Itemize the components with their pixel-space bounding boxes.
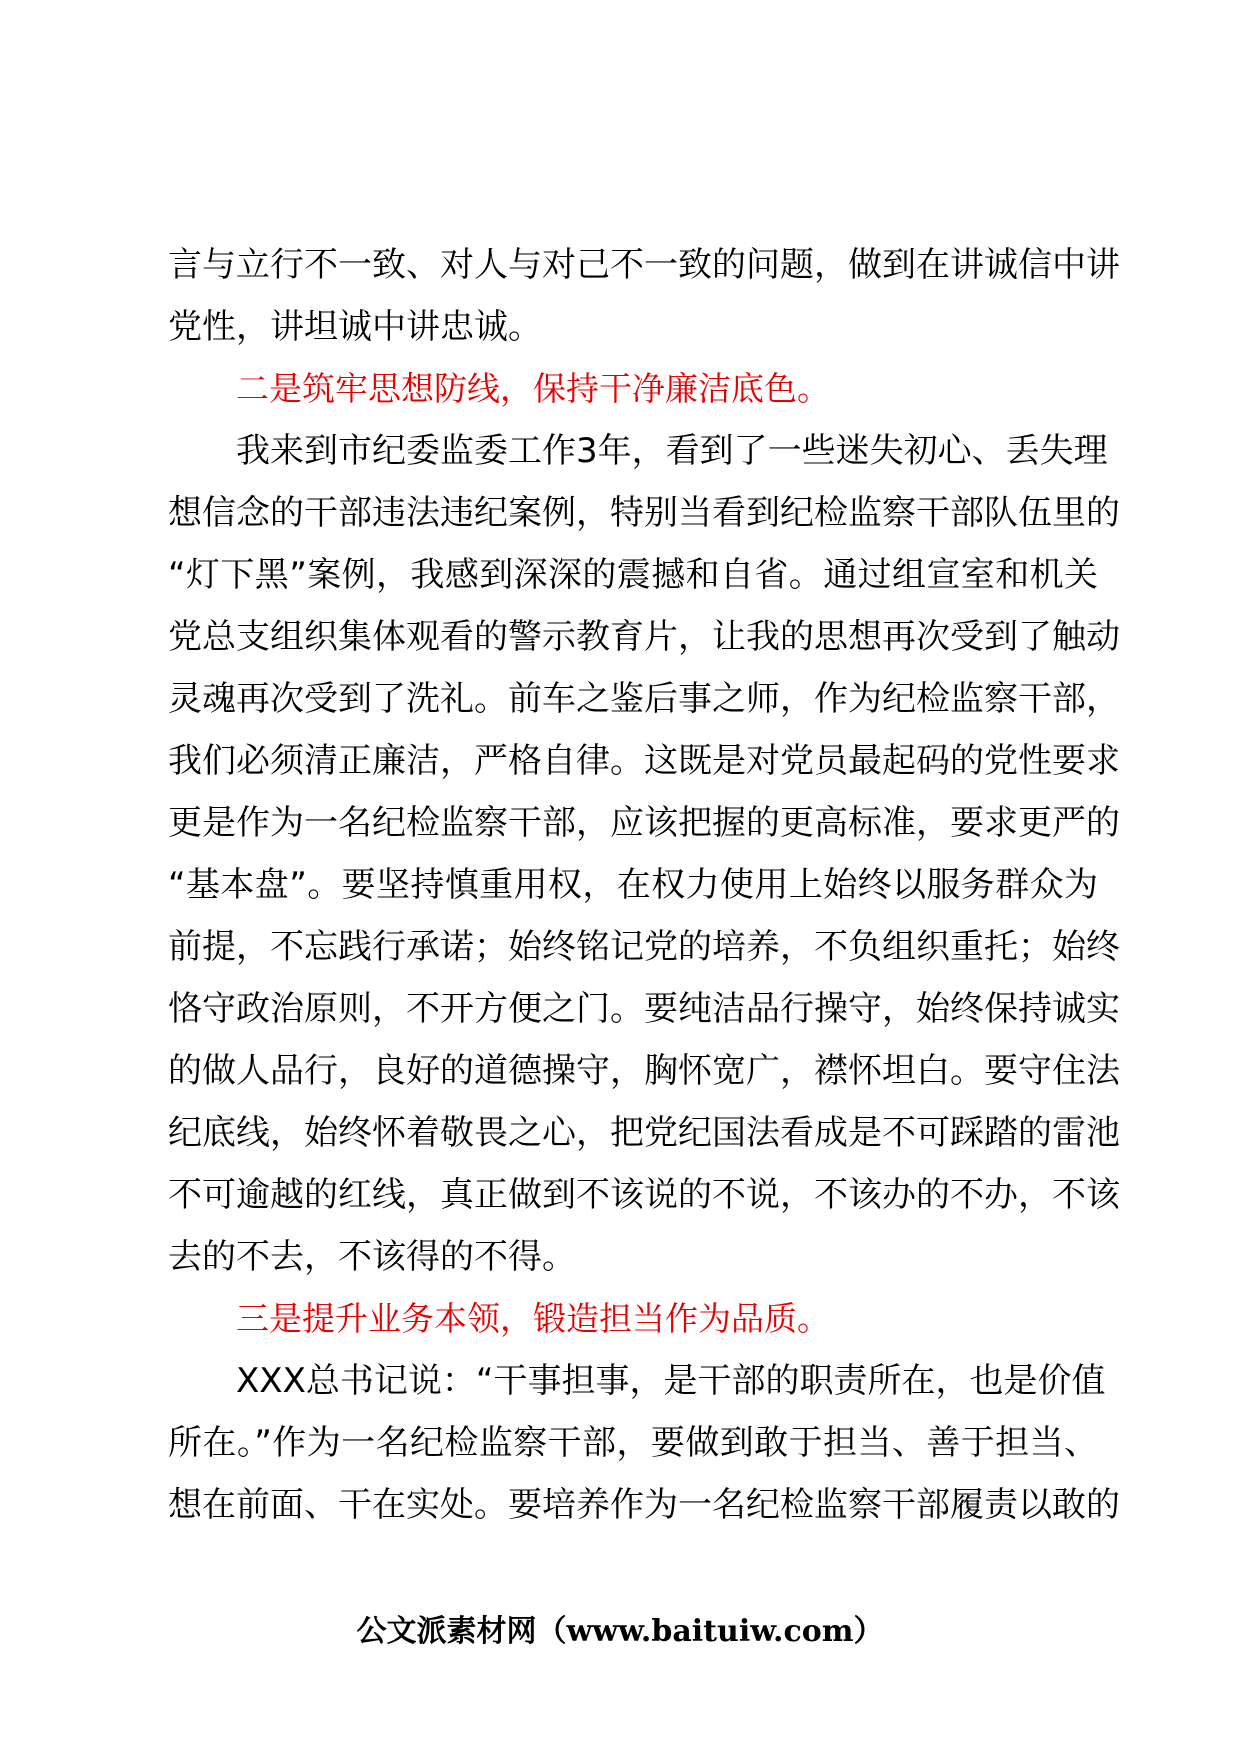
text-line: 党总支组织集体观看的警示教育片，让我的思想再次受到了触动 (168, 617, 1120, 657)
text-line: 我们必须清正廉洁，严格自律。这既是对党员最起码的党性要求 (168, 741, 1120, 781)
text-line: 所在。”作为一名纪检监察干部，要做到敢于担当、善于担当、 (168, 1423, 1098, 1463)
text-line: 想在前面、干在实处。要培养作为一名纪检监察干部履责以敢的 (168, 1485, 1120, 1525)
section-heading: 二是筑牢思想防线，保持干净廉洁底色。 (236, 369, 830, 408)
document-body (168, 234, 1120, 1536)
text-line: 党性，讲坦诚中讲忠诚。 (168, 307, 542, 347)
text-line: XXX总书记说：“干事担事，是干部的职责所在，也是价值 (236, 1361, 1106, 1401)
section-heading: 三是提升业务本领，锻造担当作为品质。 (236, 1299, 830, 1338)
text-line: “灯下黑”案例，我感到深深的震撼和自省。通过组宣室和机关 (168, 555, 1098, 595)
text-line: 言与立行不一致、对人与对己不一致的问题，做到在讲诚信中讲 (168, 245, 1120, 285)
text-line: 去的不去，不该得的不得。 (168, 1237, 576, 1277)
text-line: 恪守政治原则，不开方便之门。要纯洁品行操守，始终保持诚实 (168, 989, 1120, 1029)
text-line: 想信念的干部违法违纪案例，特别当看到纪检监察干部队伍里的 (168, 493, 1120, 533)
text-line: 灵魂再次受到了洗礼。前车之鉴后事之师，作为纪检监察干部， (168, 679, 1120, 719)
text-line: 纪底线，始终怀着敬畏之心，把党纪国法看成是不可踩踏的雷池 (168, 1113, 1120, 1153)
page-footer: 公文派素材网（www.baituiw.com） (356, 1614, 884, 1649)
text-line: 我来到市纪委监委工作3年，看到了一些迷失初心、丢失理 (236, 431, 1108, 471)
text-line: 的做人品行，良好的道德操守，胸怀宽广，襟怀坦白。要守住法 (168, 1051, 1120, 1091)
text-line: 前提，不忘践行承诺；始终铭记党的培养，不负组织重托；始终 (168, 927, 1120, 967)
text-line: 不可逾越的红线，真正做到不该说的不说，不该办的不办，不该 (168, 1175, 1120, 1215)
text-line: 更是作为一名纪检监察干部，应该把握的更高标准，要求更严的 (168, 803, 1120, 843)
text-line: “基本盘”。要坚持慎重用权，在权力使用上始终以服务群众为 (168, 865, 1098, 905)
